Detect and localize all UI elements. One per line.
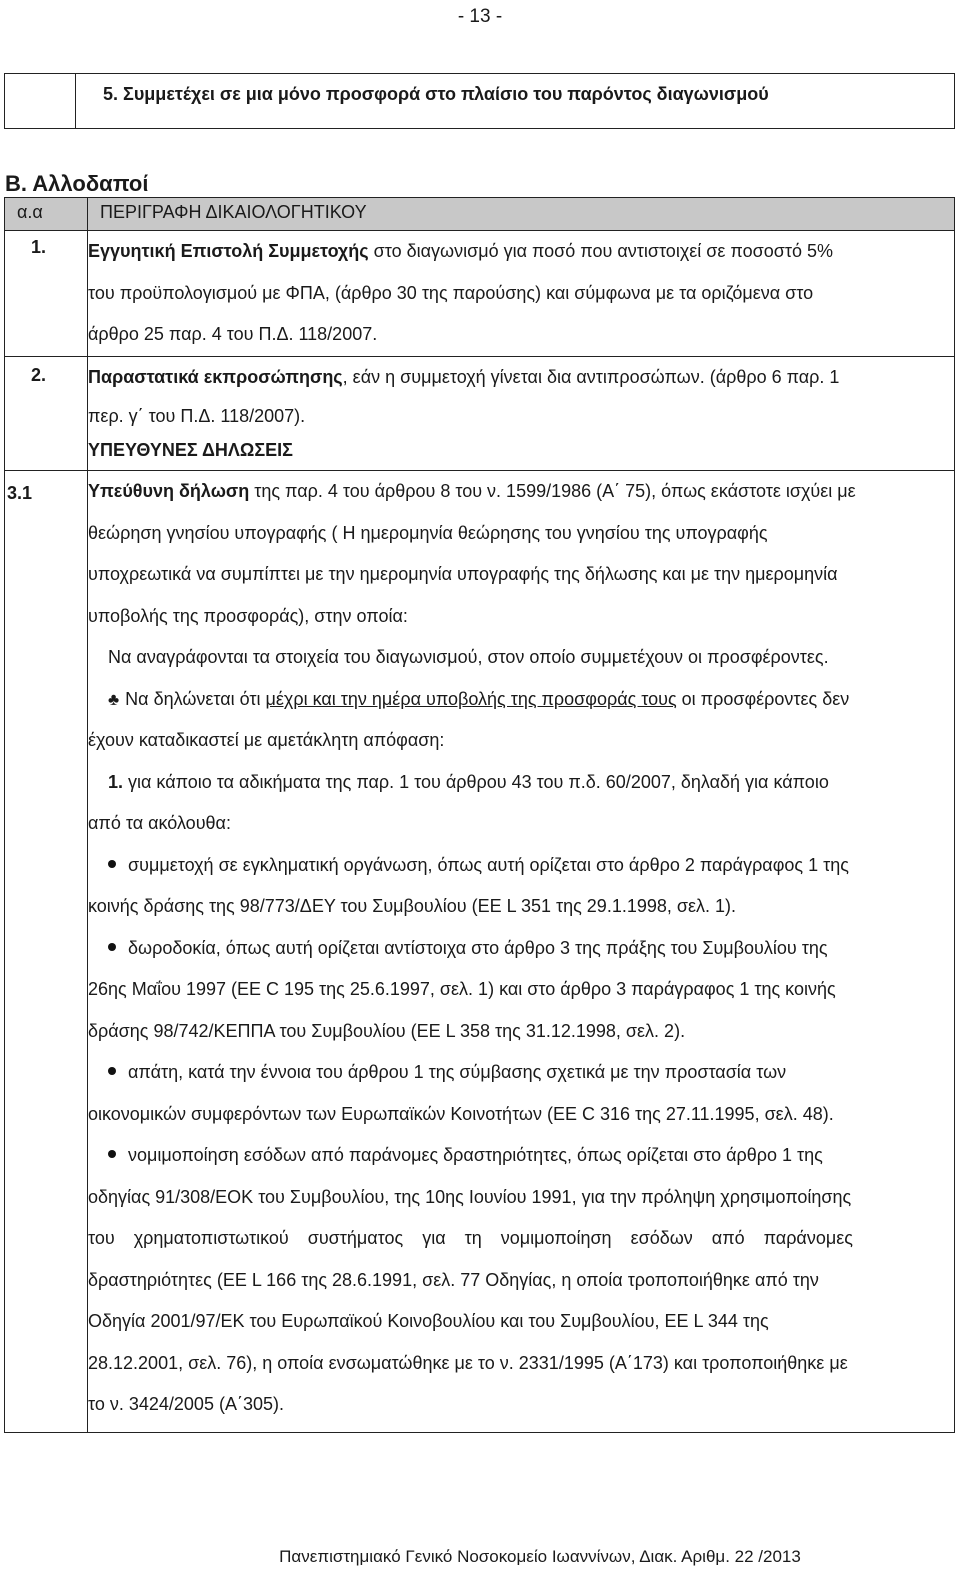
item3-line1: Υπεύθυνη δήλωση της παρ. 4 του άρθρου 8 του ν. 1599/1986 (Α΄ 75), όπως εκάστοτε ισχύει με: [88, 481, 856, 501]
club-icon: ♣: [108, 689, 120, 709]
page-number: - 13 -: [457, 6, 503, 27]
header-title: ΠΕΡΙΓΡΑΦΗ ΔΙΚΑΙΟΛΟΓΗΤΙΚΟΥ: [88, 198, 955, 231]
table-header-row: [5, 198, 955, 231]
participation-table: [4, 73, 955, 129]
row-number: 3.1: [5, 471, 88, 1433]
bullet4-line1: νομιμοποίηση εσόδων από παράνομες δραστηριότητες, όπως ορίζεται στο άρθρο 1 της: [88, 1135, 954, 1177]
table-row: [5, 231, 955, 357]
header-code: α.α: [5, 198, 88, 231]
bullet4-line7: το ν. 3424/2005 (Α΄305).: [88, 1394, 284, 1414]
bullet1-line1: συμμετοχή σε εγκληματική οργάνωση, όπως αυτή ορίζεται στο άρθρο 2 παράγραφος 1 της: [88, 845, 954, 887]
bullet2-line1: δωροδοκία, όπως αυτή ορίζεται αντίστοιχα στο άρθρο 3 της πράξης του Συμβουλίου της: [88, 928, 954, 970]
item3-line4: υποβολής της προσφοράς), στην οποία:: [88, 605, 408, 626]
page-footer: Πανεπιστημιακό Γενικό Νοσοκομείο Ιωαννίνων, Διακ. Αριθμ. 22 /2013: [279, 1547, 801, 1566]
item1-line2: του προϋπολογισμού με ΦΠΑ, (άρθρο 30 της παρούσης) και σύμφωνα με τα οριζόμενα στο: [88, 282, 814, 303]
condition-5-text: 5. Συμμετέχει σε μια μόνο προσφορά στο πλαίσιο του παρόντος διαγωνισμού: [76, 74, 955, 129]
item3-line3: υποχρεωτικά να συμπίπτει με την ημερομηνία υπογραφής της δήλωσης και με την ημερομηνία: [88, 564, 838, 584]
item2-bold: Παραστατικά εκπροσώπησης: [88, 366, 343, 387]
section-b-title: Β. Αλλοδαποί: [5, 171, 149, 196]
bullet2-line3: δράσης 98/742/ΚΕΠΠΑ του Συμβουλίου (ΕΕ L 358 της 31.12.1998, σελ. 2).: [88, 1020, 686, 1041]
bullet4-line2: οδηγίας 91/308/ΕΟΚ του Συμβουλίου, της 10ης Ιουνίου 1991, για την πρόληψη χρησιμοποίησης: [88, 1186, 852, 1207]
para-a: Να αναγράφονται τα στοιχεία του διαγωνισμού, στον οποίο συμμετέχουν οι προσφέροντες.: [108, 647, 829, 667]
row-number: 1.: [5, 231, 88, 357]
table-row: [5, 471, 955, 1433]
sub1-line2: από τα ακόλουθα:: [88, 813, 231, 833]
item3-line2: θεώρηση γνησίου υπογραφής ( Η ημερομηνία θεώρησης του γνησίου της υπογραφής: [88, 522, 768, 543]
bullet4-line4: δραστηριότητες (ΕΕ L 166 της 28.6.1991, σελ. 77 Οδηγίας, η οποία τροποποιήθηκε από την: [88, 1269, 819, 1290]
bullet4-line3: του χρηματοπιστωτικού συστήματος για τη νομιμοποίηση εσόδων από παράνομες: [88, 1228, 853, 1248]
item2-line1: Παραστατικά εκπροσώπησης, εάν η συμμετοχή γίνεται δια αντιπροσώπων. (άρθρο 6 παρ. 1: [88, 366, 840, 387]
documents-table: [4, 197, 955, 1433]
table-row: [5, 356, 955, 471]
para-b-line2: έχουν καταδικαστεί με αμετάκλητη απόφαση:: [88, 730, 445, 750]
sub1-line1: 1. για κάποιο τα αδικήματα της παρ. 1 του άρθρου 43 του π.δ. 60/2007, δηλαδή για κάποιο: [108, 771, 829, 792]
bullet4-line6: 28.12.2001, σελ. 76), η οποία ενσωματώθηκε με το ν. 2331/1995 (Α΄173) και τροποποιήθηκε με: [88, 1352, 848, 1373]
empty-cell: [5, 74, 76, 129]
bullet-icon: [108, 1150, 116, 1158]
bullet3-line2: οικονομικών συμφερόντων των Ευρωπαϊκών Κοινοτήτων (ΕΕ C 316 της 27.11.1995, σελ. 48).: [88, 1103, 834, 1124]
bullet3-line1: απάτη, κατά την έννοια του άρθρου 1 της σύμβασης σχετικά με την προστασία των: [88, 1052, 954, 1094]
item1-bold: Εγγυητική Επιστολή Συμμετοχής: [88, 241, 369, 261]
bullet-icon: [108, 943, 116, 951]
row-number: 2.: [5, 356, 88, 471]
item1-line3: άρθρο 25 παρ. 4 του Π.Δ. 118/2007.: [88, 324, 378, 344]
item2-line2: περ. γ΄ του Π.Δ. 118/2007).: [88, 406, 306, 426]
bullet2-line2: 26ης Μαΐου 1997 (ΕΕ C 195 της 25.6.1997, σελ. 1) και στο άρθρο 3 παράγραφος 1 της κοινής: [88, 979, 836, 999]
para-b-line1: ♣ Να δηλώνεται ότι μέχρι και την ημέρα υποβολής της προσφοράς τους οι προσφέροντες δεν: [108, 688, 850, 709]
bullet-icon: [108, 860, 116, 868]
item3-bold: Υπεύθυνη δήλωση: [88, 481, 250, 501]
declarations-heading: ΥΠΕΥΘΥΝΕΣ ΔΗΛΩΣΕΙΣ: [88, 440, 293, 460]
bullet4-line5: Οδηγία 2001/97/ΕΚ του Ευρωπαϊκού Κοινοβουλίου και του Συμβουλίου, ΕΕ L 344 της: [88, 1311, 769, 1331]
item1-line1: Εγγυητική Επιστολή Συμμετοχής στο διαγωνισμό για ποσό που αντιστοιχεί σε ποσοστό 5%: [88, 241, 833, 261]
bullet1-line2: κοινής δράσης της 98/773/ΔΕΥ του Συμβουλίου (ΕΕ L 351 της 29.1.1998, σελ. 1).: [88, 896, 737, 916]
bullet-icon: [108, 1067, 116, 1075]
